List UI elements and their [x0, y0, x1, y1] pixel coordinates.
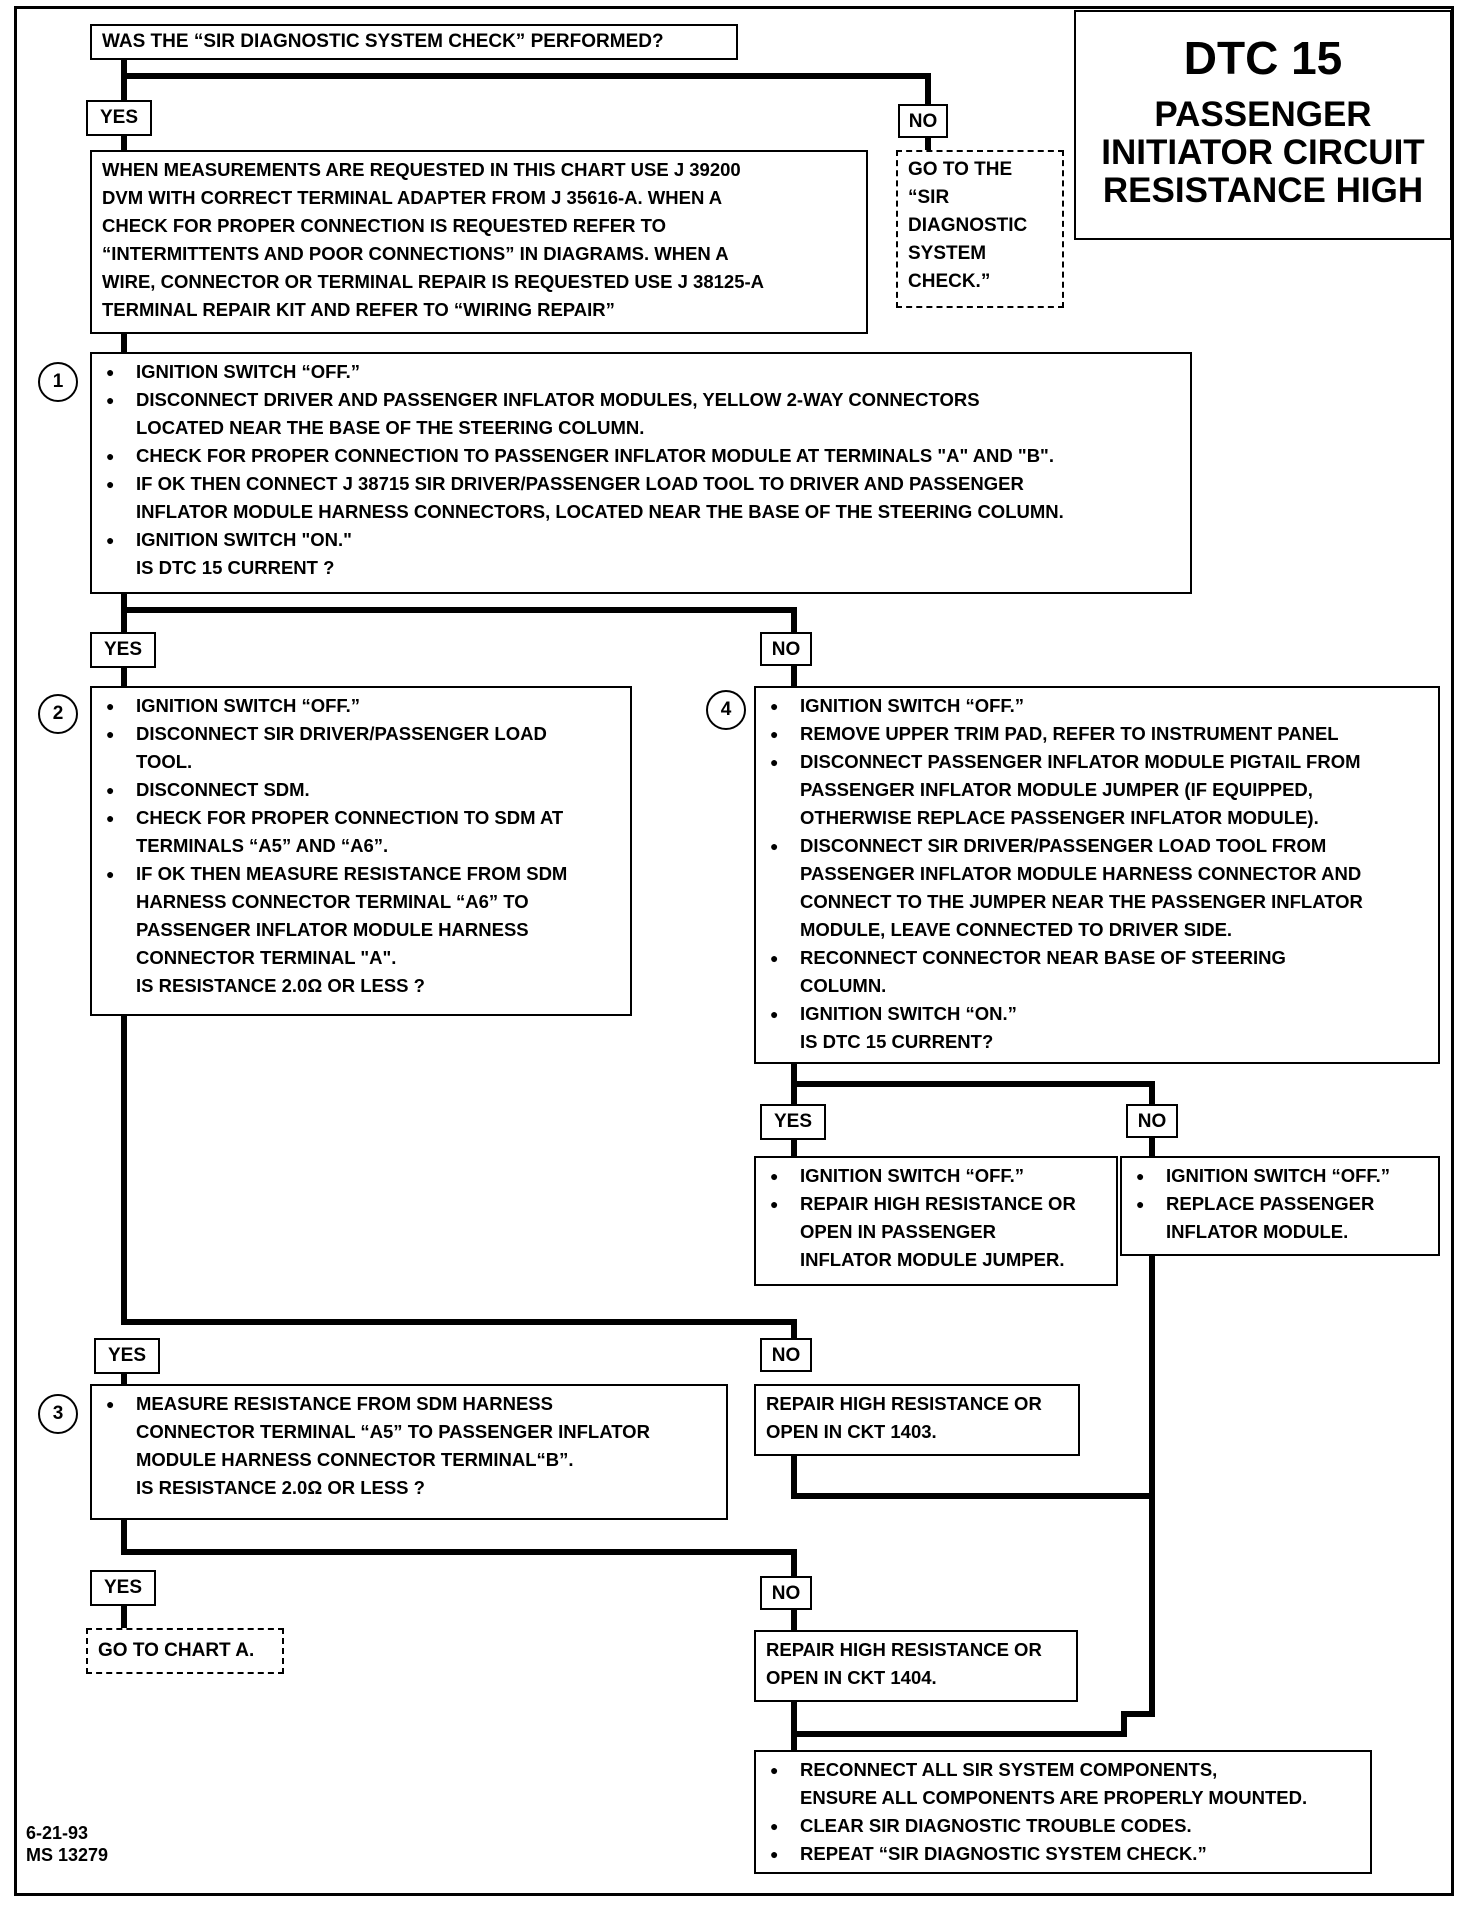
step-4-no-bullet: ● REPLACE PASSENGER INFLATOR MODULE. — [1132, 1190, 1428, 1246]
step-4-no-box — [1120, 1156, 1440, 1256]
goto-chart-a-box — [86, 1628, 284, 1674]
step-4-bullet: ● DISCONNECT PASSENGER INFLATOR MODULE PIGTAIL FROM PASSENGER INFLATOR MODULE JUMPER (IF EQUIPPED, OTHERWISE REPLACE PASSENGER INFLATOR MODULE). — [766, 748, 1428, 832]
start-no-label: NO — [898, 104, 948, 138]
wire-step2-branch — [124, 1322, 794, 1338]
final-bullet: ● REPEAT “SIR DIAGNOSTIC SYSTEM CHECK.” — [766, 1840, 1360, 1868]
footer-date: 6-21-93 — [26, 1823, 89, 1843]
step-3-box — [90, 1384, 728, 1520]
repair-ckt-1403-box — [754, 1384, 1080, 1456]
intro-line: “INTERMITTENTS AND POOR CONNECTIONS” IN DIAGRAMS. WHEN A — [102, 243, 729, 264]
dtc-title-line: RESISTANCE HIGH — [1102, 171, 1424, 210]
step-4-box — [754, 686, 1440, 1064]
step-1-box — [90, 352, 1192, 594]
goto-check-line: SYSTEM — [908, 243, 987, 264]
step-2-bullet: ● IGNITION SWITCH “OFF.” — [102, 692, 620, 720]
step-4-yes-bullet: ● REPAIR HIGH RESISTANCE OR OPEN IN PASSENGER INFLATOR MODULE JUMPER. — [766, 1190, 1106, 1274]
step-2-bullet: ● DISCONNECT SIR DRIVER/PASSENGER LOAD TOOL. — [102, 720, 620, 776]
step-2-question: IS RESISTANCE 2.0Ω OR LESS ? — [136, 975, 425, 996]
goto-check-line: DIAGNOSTIC — [908, 215, 1028, 236]
final-bullet: ● CLEAR SIR DIAGNOSTIC TROUBLE CODES. — [766, 1812, 1360, 1840]
step-4-bullet: ● REMOVE UPPER TRIM PAD, REFER TO INSTRUMENT PANEL — [766, 720, 1428, 748]
step-2-bullet: ● CHECK FOR PROPER CONNECTION TO SDM AT TERMINALS “A5” AND “A6”. — [102, 804, 620, 860]
start-question-box — [90, 24, 738, 60]
goto-check-line: GO TO THE — [908, 159, 1013, 180]
dtc-title-line: PASSENGER — [1154, 95, 1372, 134]
step-3-no-label: NO — [760, 1576, 812, 1610]
step-1-bullet: ● IF OK THEN CONNECT J 38715 SIR DRIVER/PASSENGER LOAD TOOL TO DRIVER AND PASSENGER INFLATOR MODULE HARNESS CONNECTORS, LOCATED NEAR THE BASE OF THE STEERING COLUMN. — [102, 470, 1180, 526]
step-1-yes-label: YES — [90, 632, 156, 668]
goto-sir-check-box — [896, 150, 1064, 308]
footer-ms-number: MS 13279 — [26, 1845, 109, 1865]
title-box — [1074, 10, 1452, 240]
step-3-bullet: ● MEASURE RESISTANCE FROM SDM HARNESS CONNECTOR TERMINAL “A5” TO PASSENGER INFLATOR MODULE HARNESS CONNECTOR TERMINAL“B”. — [102, 1390, 716, 1474]
dtc-title-line: INITIATOR CIRCUIT — [1101, 133, 1425, 172]
intro-line: DVM WITH CORRECT TERMINAL ADAPTER FROM J 35616-A. WHEN A — [102, 187, 723, 208]
intro-line: CHECK FOR PROPER CONNECTION IS REQUESTED REFER TO — [102, 215, 666, 236]
step-1-number: 1 — [38, 362, 78, 402]
goto-chart-a: GO TO CHART A. — [98, 1640, 255, 1661]
step-2-bullet: ● DISCONNECT SDM. — [102, 776, 620, 804]
repair-1404-line: REPAIR HIGH RESISTANCE OR — [766, 1639, 1042, 1660]
step-4-yes-label: YES — [760, 1104, 826, 1140]
intro-line: WHEN MEASUREMENTS ARE REQUESTED IN THIS CHART USE J 39200 — [102, 159, 741, 180]
wire-step4-branch — [794, 1062, 1152, 1104]
step-3-yes-label: YES — [90, 1570, 156, 1606]
step-2-box — [90, 686, 632, 1016]
step-2-no-label: NO — [760, 1338, 812, 1372]
wire-1403-join — [794, 1452, 1152, 1496]
intro-line: WIRE, CONNECTOR OR TERMINAL REPAIR IS REQUESTED USE J 38125-A — [102, 271, 764, 292]
step-2-yes-label: YES — [94, 1338, 160, 1374]
repair-ckt-1404-box — [754, 1630, 1078, 1702]
goto-check-line: CHECK.” — [908, 271, 991, 292]
step-2-bullet: ● IF OK THEN MEASURE RESISTANCE FROM SDM HARNESS CONNECTOR TERMINAL “A6” TO PASSENGER INFLATOR MODULE HARNESS CONNECTOR TERMINAL "A". — [102, 860, 620, 972]
step-4-no-label: NO — [1126, 1104, 1178, 1138]
step-4-yes-bullet: ● IGNITION SWITCH “OFF.” — [766, 1162, 1106, 1190]
step-4-yes-box — [754, 1156, 1118, 1286]
repair-1404-line: OPEN IN CKT 1404. — [766, 1667, 937, 1688]
step-3-number: 3 — [38, 1394, 78, 1434]
step-1-bullet: ● IGNITION SWITCH “OFF.” — [102, 358, 1180, 386]
step-4-bullet: ● RECONNECT CONNECTOR NEAR BASE OF STEERING COLUMN. — [766, 944, 1428, 1000]
step-4-question: IS DTC 15 CURRENT? — [800, 1031, 994, 1052]
wire-1404-final — [794, 1698, 1124, 1734]
final-bullet: ● RECONNECT ALL SIR SYSTEM COMPONENTS, ENSURE ALL COMPONENTS ARE PROPERLY MOUNTED. — [766, 1756, 1360, 1812]
intro-instructions-box — [90, 150, 868, 334]
step-4-bullet: ● IGNITION SWITCH “OFF.” — [766, 692, 1428, 720]
step-1-question: IS DTC 15 CURRENT ? — [136, 557, 335, 578]
step-2-number: 2 — [38, 694, 78, 734]
repair-1403-line: REPAIR HIGH RESISTANCE OR — [766, 1393, 1042, 1414]
final-steps-box — [754, 1750, 1372, 1874]
step-3-question: IS RESISTANCE 2.0Ω OR LESS ? — [136, 1477, 425, 1498]
step-1-bullet: ● CHECK FOR PROPER CONNECTION TO PASSENGER INFLATOR MODULE AT TERMINALS "A" AND "B". — [102, 442, 1180, 470]
wire-start-no — [124, 76, 928, 104]
wire-step3-branch — [124, 1520, 794, 1576]
step-4-bullet: ● IGNITION SWITCH “ON.” — [766, 1000, 1428, 1028]
step-4-bullet: ● DISCONNECT SIR DRIVER/PASSENGER LOAD TOOL FROM PASSENGER INFLATOR MODULE HARNESS CONNECTOR AND CONNECT TO THE JUMPER NEAR THE PASSENGER INFLATOR MODULE, LEAVE CONNECTED TO DRIVER SIDE. — [766, 832, 1428, 944]
footer — [26, 1822, 108, 1866]
step-1-no-label: NO — [760, 632, 812, 666]
start-yes-label: YES — [86, 100, 152, 136]
start-question: WAS THE “SIR DIAGNOSTIC SYSTEM CHECK” PERFORMED? — [102, 31, 664, 52]
repair-1403-line: OPEN IN CKT 1403. — [766, 1421, 937, 1442]
step-4-number: 4 — [706, 690, 746, 730]
intro-line: TERMINAL REPAIR KIT AND REFER TO “WIRING REPAIR” — [102, 299, 615, 320]
wire-step1-branch — [124, 590, 794, 632]
step-1-bullet: ● IGNITION SWITCH "ON." — [102, 526, 1180, 554]
dtc-title — [1076, 96, 1450, 210]
step-1-bullet: ● DISCONNECT DRIVER AND PASSENGER INFLATOR MODULES, YELLOW 2-WAY CONNECTORS LOCATED NEAR THE BASE OF THE STEERING COLUMN. — [102, 386, 1180, 442]
goto-check-line: “SIR — [908, 187, 950, 208]
dtc-code: DTC 15 — [1183, 32, 1343, 84]
step-4-no-bullet: ● IGNITION SWITCH “OFF.” — [1132, 1162, 1428, 1190]
